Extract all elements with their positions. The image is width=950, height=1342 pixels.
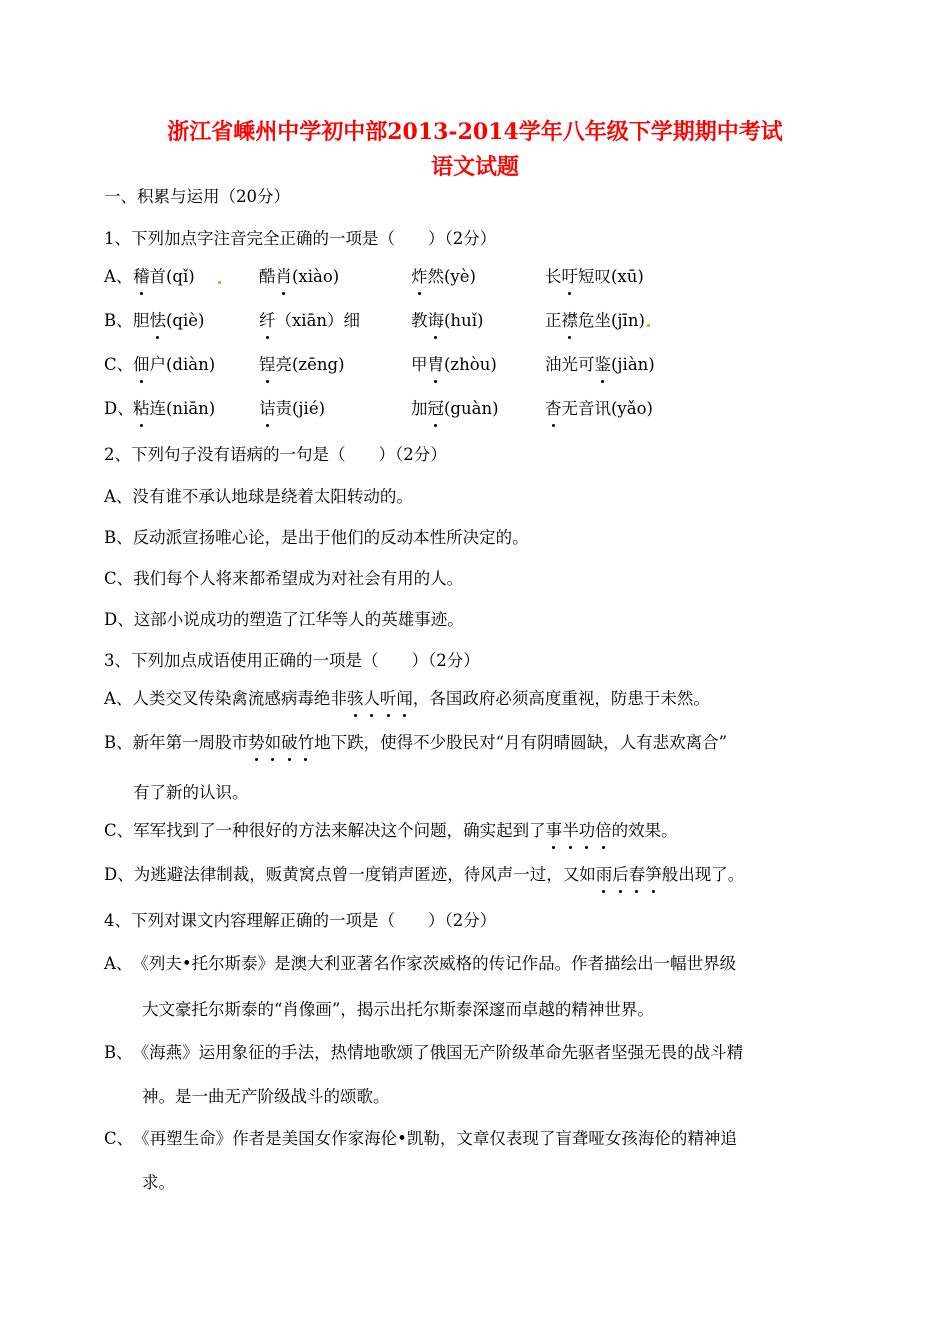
q4-option-c-cont: 求。 [142, 1173, 175, 1192]
option-label: D、 [104, 399, 134, 418]
option-item: 酷肖(xiào) [259, 267, 340, 286]
option-item: 油光可鉴(jiàn) [545, 355, 655, 374]
emphasis-char: 笋 [645, 865, 662, 884]
emphasis-char: 后 [612, 865, 629, 884]
q4-option-b: B、 《海燕》运用象征的手法，热情地歌颂了俄国无产阶级革命先驱者坚强无畏的战斗精 [104, 1043, 744, 1062]
q3-option-a: A、人类交叉传染禽流感病毒绝非骇人听闻，各国政府必须高度重视，防患于未然。 [104, 689, 710, 708]
emphasis-char: 势 [248, 733, 265, 752]
q3-stem: 3、下列加点成语使用正确的一项是（ ）（2分） [104, 651, 480, 670]
option-item: 粘连(niān) [133, 399, 216, 418]
emphasis-char: 春 [628, 865, 646, 884]
option-item: 诘责(jié) [259, 399, 326, 418]
q2-option-c: C、我们每个人将来都希望成为对社会有用的人。 [104, 569, 464, 588]
option-item: 胆怯(qiè) [133, 311, 205, 330]
q4-option-a: A、 《列夫•托尔斯泰》是澳大利亚著名作家茨威格的传记作品。作者描绘出一幅世界级 [104, 954, 737, 973]
emphasis-char: 雨 [595, 865, 613, 884]
stray-mark [647, 324, 650, 327]
option-label: C、 [104, 355, 134, 374]
option-item: 加冠(guàn) [411, 399, 499, 418]
q4-option-b-cont: 神。是一曲无产阶级战斗的颂歌。 [142, 1087, 390, 1106]
option-item: 长吁短叹(xū) [545, 267, 644, 286]
q3-option-b-cont: 有了新的认识。 [133, 783, 249, 802]
q2-option-d: D、这部小说成功的塑造了江华等人的英雄事迹。 [104, 610, 464, 629]
option-label: B、 [104, 311, 133, 330]
option-item: 佃户(diàn) [133, 355, 216, 374]
option-item: 稽首(qǐ) [133, 267, 195, 286]
q3-option-d: D、为逃避法律制裁，贩黄窝点曾一度销声匿迹，待风声一过，又如雨后春笋般出现了。 [104, 865, 745, 884]
option-item: 甲胄(zhòu) [411, 355, 497, 374]
emphasis-char: 如 [264, 733, 282, 752]
option-item: 锃亮(zēng) [259, 355, 345, 374]
q4-option-c: C、 《再塑生命》作者是美国女作家海伦•凯勒，文章仅表现了盲聋哑女孩海伦的精神追 [104, 1129, 737, 1148]
q2-option-a: A、没有谁不承认地球是绕着太阳转动的。 [104, 487, 413, 506]
emphasis-char: 半 [562, 821, 579, 840]
q4-option-a-cont: 大文豪托尔斯泰的“肖像画”，揭示出托尔斯泰深邃而卓越的精神世界。 [142, 1000, 654, 1019]
emphasis-char: 骇 [346, 689, 364, 708]
emphasis-char: 听 [379, 689, 397, 708]
stray-mark [218, 281, 221, 284]
q3-option-c: C、军军找到了一种很好的方法来解决这个问题，确实起到了事半功倍的效果。 [104, 821, 678, 840]
option-label: A、 [104, 267, 133, 286]
option-item: 杳无音讯(yǎo) [545, 399, 653, 418]
section-heading: 一、积累与运用（20分） [104, 187, 290, 206]
q4-stem: 4、下列对课文内容理解正确的一项是（ ）（2分） [104, 911, 497, 930]
emphasis-char: 竹 [297, 733, 315, 752]
emphasis-char: 破 [281, 733, 298, 752]
emphasis-char: 功 [578, 821, 596, 840]
exam-title-line2: 语文试题 [430, 154, 519, 180]
q1-stem: 1、下列加点字注音完全正确的一项是（ ）（2分） [104, 229, 497, 248]
emphasis-char: 倍 [595, 821, 612, 840]
option-item: 正襟危坐(jīn) [545, 311, 645, 330]
emphasis-char: 闻 [396, 689, 413, 708]
q2-stem: 2、下列句子没有语病的一句是（ ）（2分） [104, 445, 447, 464]
option-item: 教诲(huǐ) [411, 311, 484, 330]
option-item: 炸然(yè) [411, 267, 476, 286]
option-item: 纤（xiān）细 [259, 311, 361, 330]
q3-option-b: B、新年第一周股市势如破竹地下跌，使得不少股民对“月有阴晴圆缺，人有悲欢离合” [104, 733, 728, 752]
emphasis-char: 人 [363, 689, 380, 708]
q2-option-b: B、反动派宣扬唯心论，是出于他们的反动本性所决定的。 [104, 528, 529, 547]
emphasis-char: 事 [545, 821, 563, 840]
exam-title-line1: 浙江省嵊州中学初中部2013-2014学年八年级下学期期中考试 [167, 119, 783, 145]
